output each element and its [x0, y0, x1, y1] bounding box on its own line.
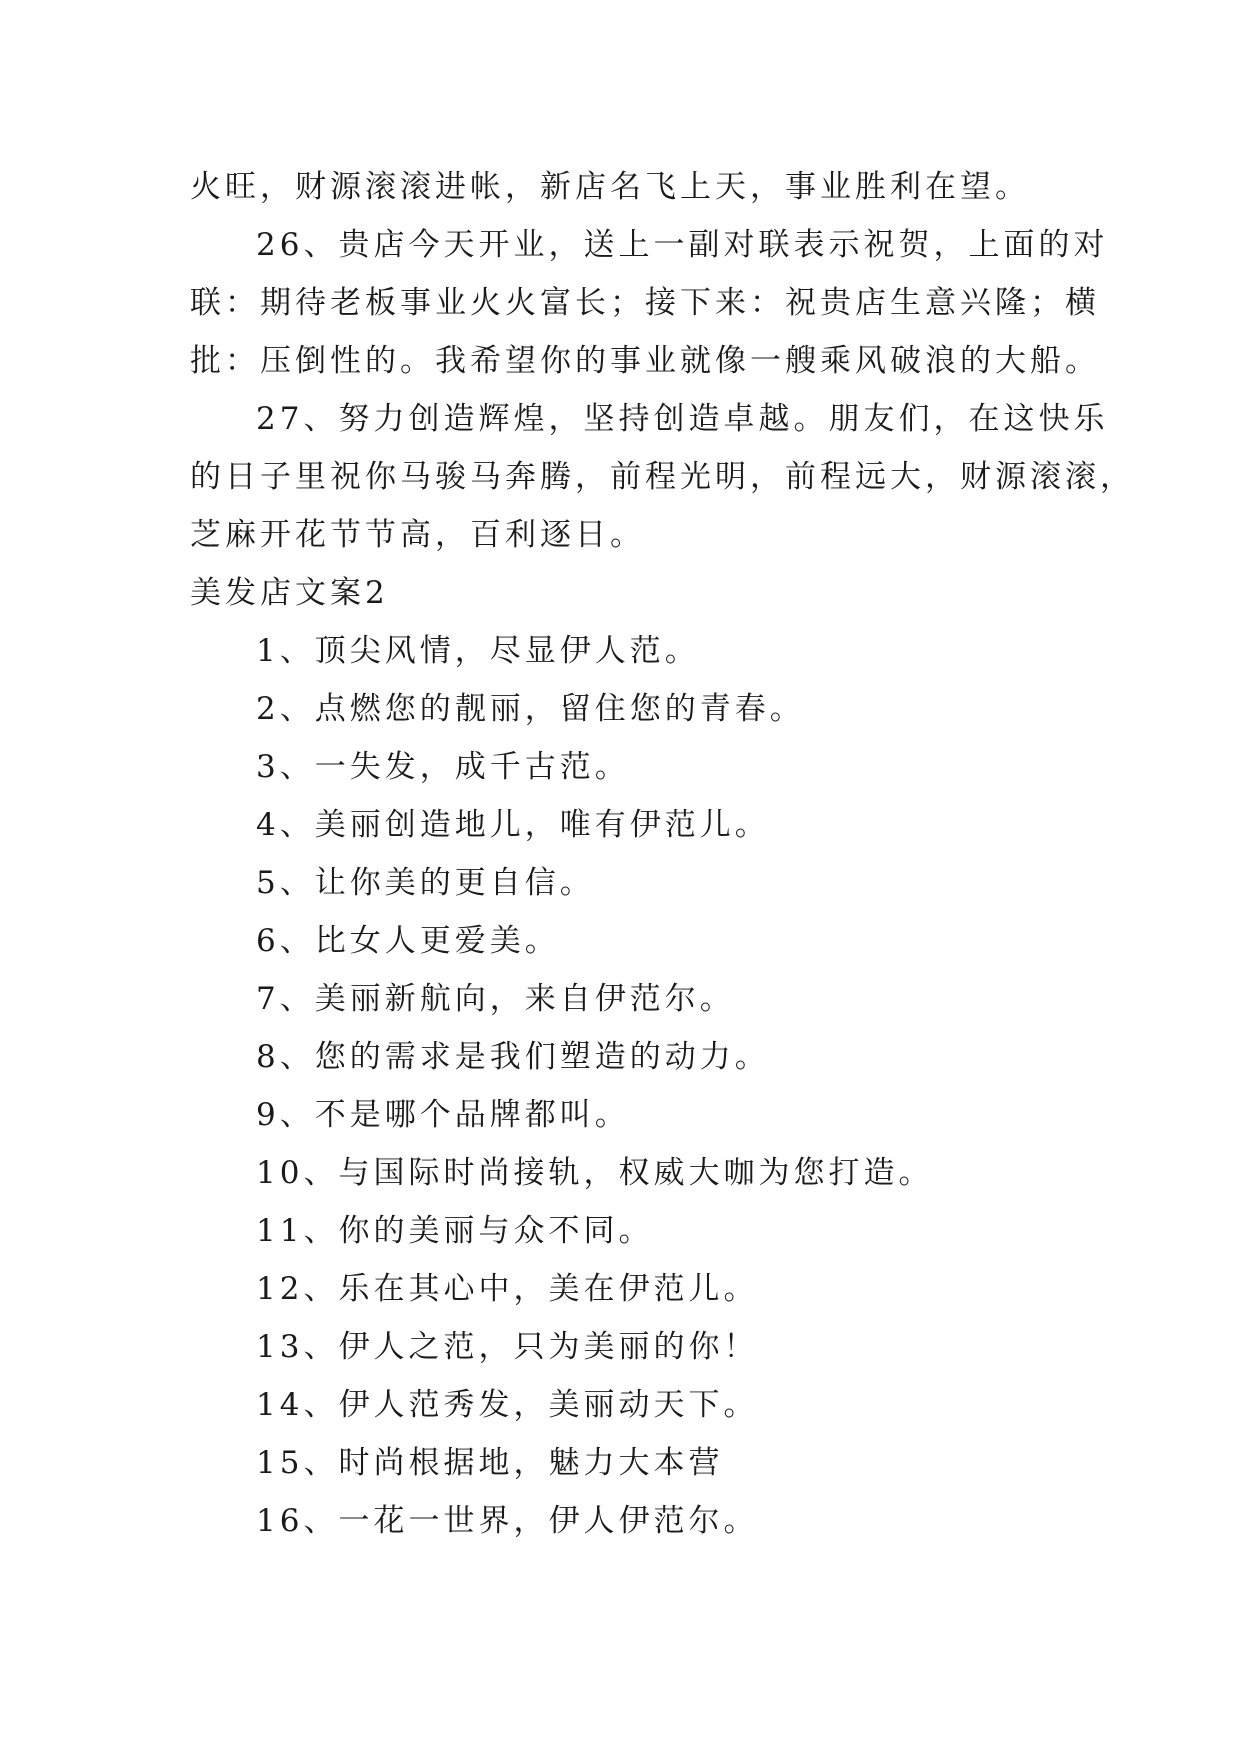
list-item: 2、点燃您的靓丽，留住您的青春。: [256, 691, 805, 727]
paragraph-line: 联：期待老板事业火火富长；接下来：祝贵店生意兴隆；横: [190, 285, 1100, 321]
list-item: 15、时尚根据地，魅力大本营: [256, 1445, 724, 1481]
section-heading: 美发店文案2: [190, 575, 389, 611]
paragraph-line: 火旺，财源滚滚进帐，新店名飞上天，事业胜利在望。: [190, 169, 1030, 205]
list-item: 8、您的需求是我们塑造的动力。: [256, 1039, 770, 1075]
paragraph-line: 批：压倒性的。我希望你的事业就像一艘乘风破浪的大船。: [190, 343, 1100, 379]
list-item: 14、伊人范秀发，美丽动天下。: [256, 1387, 759, 1423]
list-item: 12、乐在其心中，美在伊范儿。: [256, 1271, 759, 1307]
list-item: 7、美丽新航向，来自伊范尔。: [256, 981, 735, 1017]
paragraph-line: 芝麻开花节节高，百利逐日。: [190, 517, 645, 553]
list-item: 3、一失发，成千古范。: [256, 749, 630, 785]
list-item: 16、一花一世界，伊人伊范尔。: [256, 1503, 759, 1539]
list-item: 1、顶尖风情，尽显伊人范。: [256, 633, 700, 669]
paragraph-line: 26、贵店今天开业，送上一副对联表示祝贺，上面的对: [256, 227, 1109, 263]
list-item: 13、伊人之范，只为美丽的你！: [256, 1329, 759, 1365]
paragraph-line: 27、努力创造辉煌，坚持创造卓越。朋友们，在这快乐: [256, 401, 1109, 437]
list-item: 6、比女人更爱美。: [256, 923, 560, 959]
list-item: 11、你的美丽与众不同。: [256, 1213, 654, 1249]
list-item: 4、美丽创造地儿，唯有伊范儿。: [256, 807, 770, 843]
list-item: 9、不是哪个品牌都叫。: [256, 1097, 630, 1133]
paragraph-line: 的日子里祝你马骏马奔腾，前程光明，前程远大，财源滚滚，: [190, 459, 1135, 495]
list-item: 10、与国际时尚接轨，权威大咖为您打造。: [256, 1155, 934, 1191]
document-body: [190, 158, 1135, 1550]
list-item: 5、让你美的更自信。: [256, 865, 595, 901]
